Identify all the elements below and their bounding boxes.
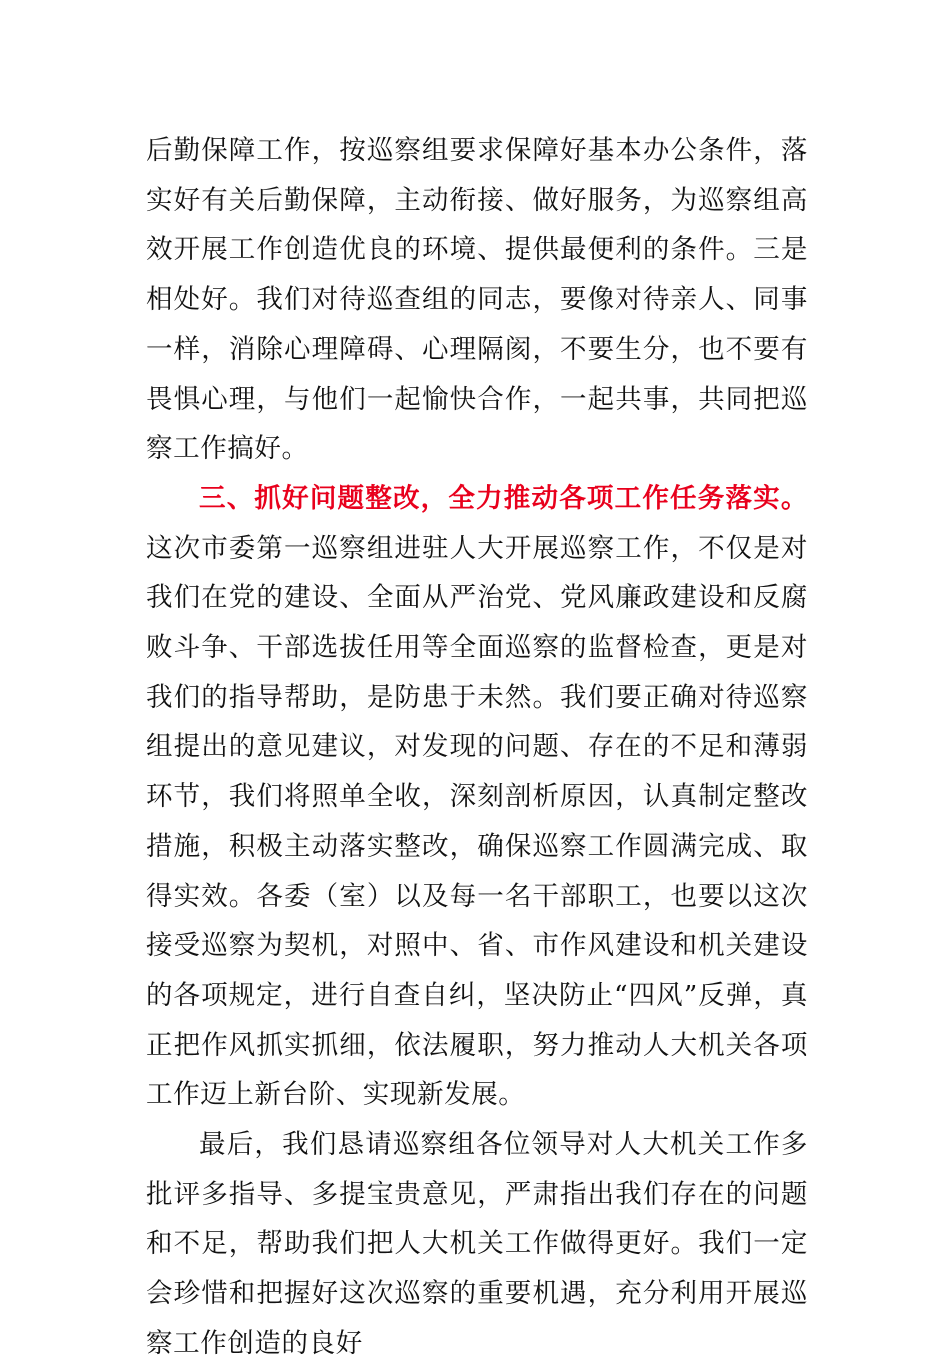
paragraph-continuation <box>146 126 808 474</box>
section-heading: 三、抓好问题整改，全力推动各项工作任务落实。 <box>199 482 808 514</box>
paragraph-text: 最后，我们恳请巡察组各位领导对人大机关工作多批评多指导、多提宝贵意见，严肃指出我们存在的问题和不足，帮助我们把人大机关工作做得更好。我们一定会珍惜和把握好这次巡察的重要机遇，充分利用开展巡察工作创造的良好 <box>146 1129 808 1359</box>
paragraph-text: 这次市委第一巡察组进驻人大开展巡察工作，不仅是对我们在党的建设、全面从严治党、党风廉政建设和反腐败斗争、干部选拔任用等全面巡察的监督检查，更是对我们的指导帮助，是防患于未然。我们要正确对待巡察组提出的意见建议，对发现的问题、存在的不足和薄弱环节，我们将照单全收，深刻剖析原因，认真制定整改措施，积极主动落实整改，确保巡察工作圆满完成、取得实效。各委（室）以及每一名干部职工，也要以这次接受巡察为契机，对照中、省、市作风建设和机关建设的各项规定，进行自查自纠，坚决防止“四风”反弹，真正把作风抓实抓细，依法履职，努力推动人大机关各项工作迈上新台阶、实现新发展。 <box>146 532 808 1111</box>
paragraph-text: 后勤保障工作，按巡察组要求保障好基本办公条件，落实好有关后勤保障，主动衔接、做好服务，为巡察组高效开展工作创造优良的环境、提供最便利的条件。三是相处好。我们对待巡查组的同志，要像对待亲人、同事一样，消除心理障碍、心理隔阂，不要生分，也不要有畏惧心理，与他们一起愉快合作，一起共事，共同把巡察工作搞好。 <box>146 135 808 465</box>
paragraph-section-three <box>146 474 808 1120</box>
document-body <box>146 126 808 1369</box>
paragraph-closing <box>146 1120 808 1369</box>
